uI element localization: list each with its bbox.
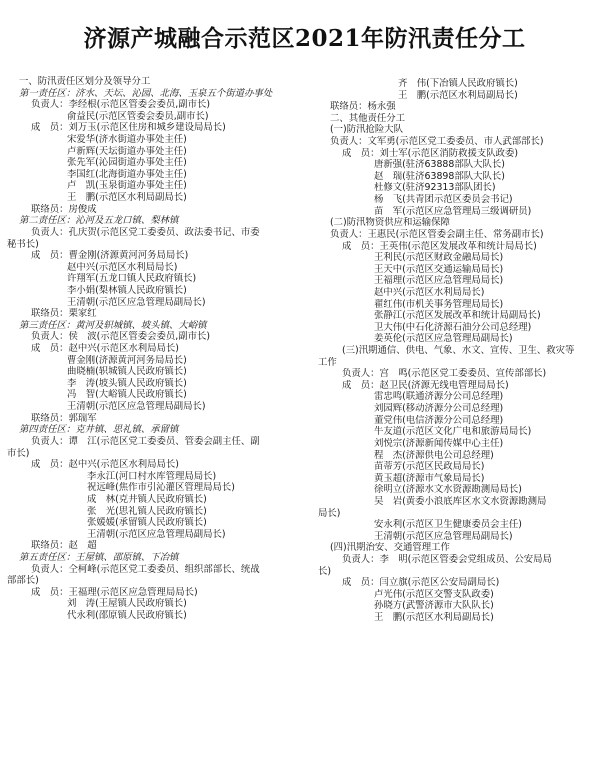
text-line: (二)防汛物资供应和运输保障 [330,217,450,229]
text-line: 张 光(思礼镇人民政府镇长) [87,505,207,517]
text-line: 王天中(示范区交通运输局局长) [374,263,504,275]
text-line: 二、其他责任分工 [330,112,406,124]
text-line: (一)防汛抢险大队 [330,124,403,136]
text-line: 负责人：仝柯峰(示范区党工委委员、组织部部长、统战 [31,563,260,575]
text-line: 张静江(示范区发展改革和统计局副局长) [374,310,541,322]
text-line: (四)汛期治安、交通管理工作 [330,542,450,554]
text-line: 负责人：侯 波(示范区管委会委员,副市长) [31,331,211,343]
text-line: 成 员：刘万玉(示范区住房和城乡建设局局长) [31,122,226,134]
text-line: 王 鹏(示范区水利局副局长) [398,89,518,101]
text-line: 负责人：宫 鸣(示范区党工委委员、宣传部部长) [342,368,547,380]
text-line: 成 员：曹金刚(济源黄河河务局局长) [31,250,189,262]
text-line: 成 林(克井镇人民政府镇长) [87,493,207,505]
text-line: (三)汛期通信、供电、气象、水文、宣传、卫生、救灾等 [342,345,575,357]
text-line: 卢新辉(天坛街道办事处主任) [67,145,187,157]
text-line: 赵中兴(示范区水利局局长) [67,261,178,273]
text-line: 联络员：杨永强 [330,101,396,113]
text-line: 张先军(沁园街道办事处主任) [67,157,187,169]
text-line: 姜英伦(示范区应急管理局副局长) [374,333,513,345]
text-line: 李小娟(梨林镇人民政府镇长) [67,284,187,296]
text-line: 程 杰(济源供电公司总经理) [374,449,494,461]
text-line: 王清朝(示范区应急管理局副局长) [87,528,226,540]
text-line: 长) [318,565,332,577]
text-line: 曹金刚(济源黄河河务局局长) [67,354,187,366]
text-line: 代永利(邵原镇人民政府镇长) [67,610,187,622]
text-line: 王福理(示范区应急管理局局长) [374,275,504,287]
text-line: 王 鹏(示范区水利局副局长) [374,612,494,624]
text-line: 成 员：王福理(示范区应急管理局局长) [31,586,198,598]
text-line: 刘园辉(移动济源分公司总经理) [374,403,504,415]
left-column [7,76,303,622]
text-line: 赵中兴(示范区水利局局长) [374,286,485,298]
text-line: 卢 凯(玉泉街道办事处主任) [67,180,187,192]
text-line: 吴 岩(黄委小浪底库区水文水资源勘测局 [374,495,547,507]
text-line: 孙晓方(武警济源市大队队长) [374,600,494,612]
text-line: 董党伟(电信济源分公司总经理) [374,414,504,426]
text-line: 部部长) [7,575,39,587]
text-line: 许翔军(五龙口镇人民政府镇长) [67,273,197,285]
text-line: 宋爱华(济水街道办事处主任) [67,134,187,146]
text-line: 王清朝(示范区应急管理局副局长) [374,530,513,542]
text-line: 成 员：王英伟(示范区发展改革和统计局局长) [342,240,537,252]
text-line: 成 员：赵卫民(济源无线电管理局局长) [342,379,509,391]
text-line: 刘 涛(王屋镇人民政府镇长) [67,598,187,610]
text-line: 联络员：赵 超 [31,540,97,552]
text-line: 负责人：谭 江(示范区党工委委员、管委会副主任、副 [31,435,260,447]
text-line: 联络员：郭瑞军 [31,412,97,424]
text-line: 成 员：赵中兴(示范区水利局局长) [31,343,179,355]
text-line: 成 员：刘士军(示范区消防救援支队政委) [342,147,519,159]
text-line: 卫大伟(中石化济源石油分公司总经理) [374,321,532,333]
section-heading: 第一责任区：济水、天坛、沁园、北海、玉泉五个街道办事处 [19,87,273,99]
text-line: 负责人：王惠民(示范区管委会副主任、常务副市长) [330,228,544,240]
text-line: 雷忠鸣(联通济源分公司总经理) [374,391,504,403]
text-line: 唐新强(驻济63888部队大队长) [374,159,505,171]
text-line: 成 员：赵中兴(示范区水利局局长) [31,459,179,471]
text-line: 杜修文(驻济92313部队团长) [374,182,496,194]
text-line: 王清朝(示范区应急管理局副局长) [67,296,206,308]
text-line: 卢光伟(示范区交警支队政委) [374,588,494,600]
text-line: 安永利(示范区卫生健康委员会主任) [374,519,522,531]
text-line: 张媛媛(承留镇人民政府镇长) [87,517,207,529]
text-line: 俞益民(示范区管委会委员,副市长) [67,110,209,122]
text-line: 负责人：李 明(示范区管委会党组成员、公安局局 [342,553,552,565]
right-column [318,78,605,624]
text-line: 赵 瑞(驻济63898部队大队长) [374,170,505,182]
text-line: 一、防汛责任区划分及领导分工 [19,76,151,87]
text-line: 局长) [318,507,341,519]
text-line: 刘悦宗(济源新闻传媒中心主任) [374,437,504,449]
text-line: 李国红(北海街道办事处主任) [67,168,187,180]
text-line: 徐明立(济源水文水资源勘测局局长) [374,484,522,496]
text-line: 成 员：闫立旗(示范区公安局副局长) [342,577,500,589]
text-line: 冯 智(大峪镇人民政府镇长) [67,389,187,401]
text-line: 杨 飞(共青团示范区委员会书记) [374,194,513,206]
section-heading: 第四责任区：克井镇、思礼镇、承留镇 [19,424,179,436]
text-line: 王 鹏(示范区水利局副局长) [67,192,187,204]
text-line: 黄玉超(济源市气象局局长) [374,472,485,484]
text-line: 负责人：文军勇(示范区党工委委员、市人武部部长) [330,136,544,148]
text-line: 联络员：房俊成 [31,203,97,215]
text-line: 负责人：李经根(示范区管委会委员,副市长) [31,99,211,111]
text-line: 翟红伟(市机关事务管理局局长) [374,298,504,310]
text-line: 牛友道(示范区文化广电和旅游局局长) [374,426,532,438]
text-line: 市长) [7,447,30,459]
section-heading: 第五责任区：王屋镇、邵原镇、下冶镇 [19,551,179,563]
text-line: 王利民(示范区财政金融局局长) [374,252,504,264]
section-heading: 第三责任区：黄河及轵城镇、坡头镇、大峪镇 [19,319,207,331]
text-line: 王清朝(示范区应急管理局副局长) [67,401,206,413]
text-line: 李永江(河口村水库管理局局长) [87,470,217,482]
text-line: 工作 [318,356,337,368]
text-line: 苗 军(示范区应急管理局三级调研员) [374,205,532,217]
text-line: 祝远峰(焦作市引沁灌区管理局局长) [87,482,235,494]
document-title: 济源产城融合示范区2021年防汛责任分工 [83,25,526,52]
text-line: 苗蒂芳(示范区民政局局长) [374,461,485,473]
text-line: 联络员：栗家红 [31,308,97,320]
text-line: 李 涛(坡头镇人民政府镇长) [67,377,187,389]
section-heading: 第二责任区：沁河及五龙口镇、梨林镇 [19,215,179,227]
text-line: 负责人：孔庆贺(示范区党工委委员、政法委书记、市委 [31,226,260,238]
text-line: 秘书长) [7,238,39,250]
text-line: 曲晓楠(轵城镇人民政府镇长) [67,366,187,378]
text-line: 齐 伟(下冶镇人民政府镇长) [398,78,518,89]
